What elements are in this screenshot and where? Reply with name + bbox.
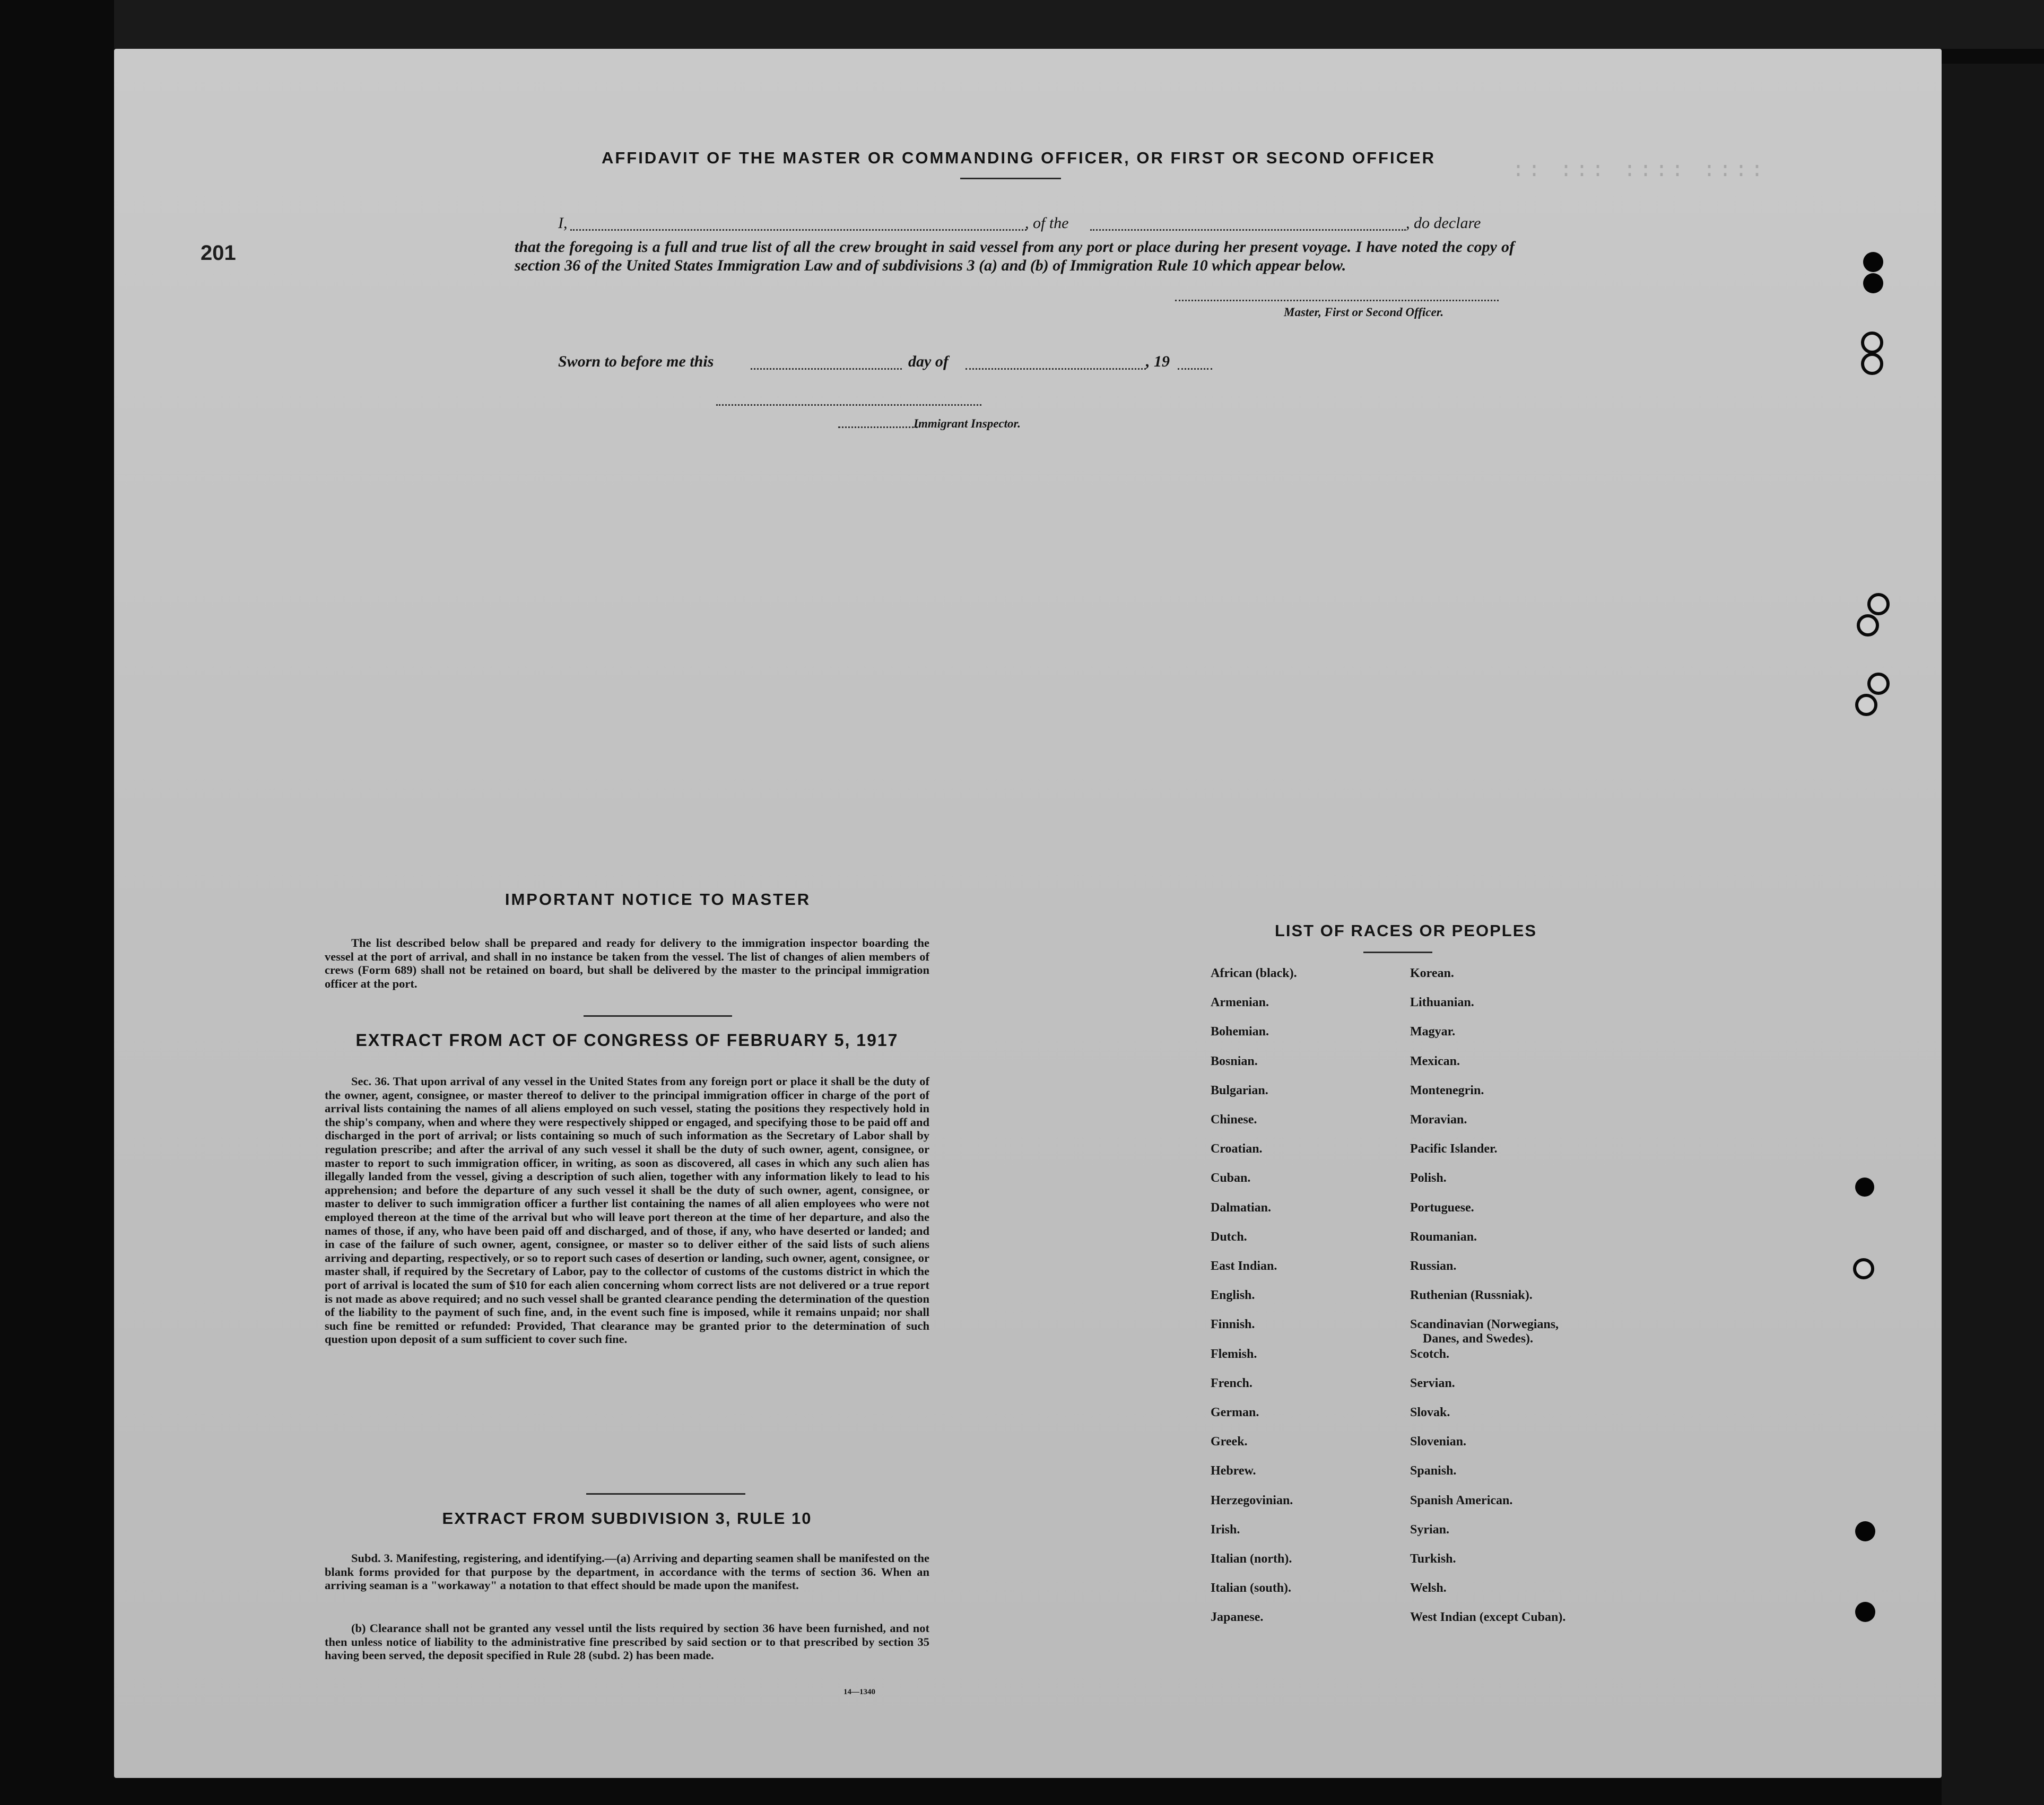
binding-hole xyxy=(1857,614,1879,636)
sworn-day-field[interactable] xyxy=(751,368,902,370)
binding-hole xyxy=(1853,1258,1874,1279)
officer-signature-caption: Master, First or Second Officer. xyxy=(1284,306,1444,319)
race-item: Herzegovinian. xyxy=(1211,1493,1293,1507)
race-item: Finnish. xyxy=(1211,1318,1255,1332)
race-item: Greek. xyxy=(1211,1435,1248,1449)
binding-hole xyxy=(1855,1178,1874,1197)
race-item: Bosnian. xyxy=(1211,1054,1258,1068)
race-item: Korean. xyxy=(1410,966,1454,980)
sworn-prefix: Sworn to before me this xyxy=(558,353,714,370)
race-item: Welsh. xyxy=(1410,1581,1447,1595)
binding-hole xyxy=(1867,593,1890,615)
race-item: Montenegrin. xyxy=(1410,1083,1484,1097)
affidavit-title-underline xyxy=(960,178,1061,179)
race-item: Croatian. xyxy=(1211,1142,1263,1156)
race-item: Spanish. xyxy=(1410,1464,1457,1478)
race-item: Scotch. xyxy=(1410,1347,1449,1361)
race-item: African (black). xyxy=(1211,966,1297,980)
race-item: Italian (north). xyxy=(1211,1552,1292,1566)
race-item: Russian. xyxy=(1410,1259,1457,1273)
affidavit-of-the-label: , of the xyxy=(1025,214,1069,232)
binding-hole xyxy=(1855,1602,1875,1622)
race-item: East Indian. xyxy=(1211,1259,1277,1273)
race-item: Japanese. xyxy=(1211,1610,1264,1625)
sworn-year-field[interactable] xyxy=(1178,368,1212,370)
race-item: Bulgarian. xyxy=(1211,1083,1268,1097)
binding-hole xyxy=(1855,1521,1875,1541)
race-item: Portuguese. xyxy=(1410,1200,1474,1215)
rule-body-b: (b) Clearance shall not be granted any vessel until the lists required by section 36 have been furnished, and not then unless notice of liability to the administrative fine prescribed by said section or to that prescribed by section 35 having been served, the deposit specified in Rule 28 (subd. 2) has been made. xyxy=(325,1621,929,1662)
scan-right-border xyxy=(1942,64,2044,1805)
binding-hole xyxy=(1855,694,1877,716)
race-item: Slovenian. xyxy=(1410,1435,1467,1449)
act-body: Sec. 36. That upon arrival of any vessel in the United States from any foreign port or place it shall be the duty of the owner, agent, consignee, or master thereof to deliver to the principal immigration officer in charge of the port of arrival lists containing the names of all aliens employed on such vessel, stating the positions they respectively hold in the ship's company, when and where they were respectively shipped or engaged, and specifying those to be paid off and discharged in the port of arrival; or lists containing so much of such information as the Secretary of Labor shall by regulation prescribe; and after the arrival of any such vessel it shall be the duty of such owner, agent, consignee, or master to report to such immigration officer, in writing, as soon as discovered, all cases in which any such alien has illegally landed from the vessel, giving a description of such alien, together with any information likely to lead to his apprehension; and before the departure of any such vessel it shall be the duty of such owner, agent, consignee, or master to deliver to such immigration officer a further list containing the names of all alien employees who were not employed thereon at the time of the arrival but who will leave port thereon at the time of her departure, and also the names of those, if any, who have been paid off and discharged, and of those, if any, who have deserted or landed; and in case of the failure of such owner, agent, consignee, or master so to deliver either of the said lists of such aliens arriving and departing, respectively, or so to report such cases of desertion or landing, such owner, agent, consignee, or master shall, if required by the Secretary of Labor, pay to the collector of customs of the customs district in which the port of arrival is located the sum of $10 for each alien concerning whom correct lists are not delivered or a true report is not made as above required; and no such vessel shall be granted clearance pending the determination of the question of the liability to the payment of such fine, and, in the event such fine is imposed, while it remains unpaid; nor shall such fine be remitted or refunded: Provided, That clearance may be granted prior to the determination of such question upon deposit of a sum sufficient to cover such fine. xyxy=(325,1075,929,1346)
rule-body-a: Subd. 3. Manifesting, registering, and identifying.—(a) Arriving and departing seamen shall be manifested on the blank forms provided for that purpose by the department, in accordance with the terms of section 36. When an arriving seaman is a "workaway" a notation to that effect should be made upon the manifest. xyxy=(325,1551,929,1592)
affidavit-declare-label: , do declare xyxy=(1406,214,1481,232)
affidavit-title: AFFIDAVIT OF THE MASTER OR COMMANDING OFFICER, OR FIRST OR SECOND OFFICER xyxy=(601,149,1436,167)
race-item: Slovak. xyxy=(1410,1406,1450,1419)
affidavit-i-label: I, xyxy=(558,214,568,232)
binding-hole xyxy=(1863,252,1883,272)
affidavit-body: that the foregoing is a full and true list of all the crew brought in said vessel from any port or place during her present voyage. I have noted the copy of section 36 of the United States Immigration Law and of subdivisions 3 (a) and (b) of Immigration Rule 10 which appear below. xyxy=(515,238,1515,274)
race-item: Turkish. xyxy=(1410,1552,1456,1566)
race-item: Flemish. xyxy=(1211,1347,1257,1361)
inspector-signature-field[interactable] xyxy=(716,404,981,406)
race-item: Dalmatian. xyxy=(1211,1200,1271,1215)
race-item: Roumanian. xyxy=(1410,1230,1477,1244)
scan-top-border xyxy=(114,0,2044,49)
master-name-field[interactable] xyxy=(570,229,1027,231)
race-item: Italian (south). xyxy=(1211,1581,1292,1595)
notice-body: The list described below shall be prepared and ready for delivery to the immigration inspector boarding the vessel at the port of arrival, and shall in no instance be taken from the vessel. The list of changes of alien members of crews (Form 689) shall not be retained on board, but shall be delivered by the master to the principal immigration officer at the port. xyxy=(325,936,929,990)
race-item: Polish. xyxy=(1410,1171,1447,1185)
race-item: West Indian (except Cuban). xyxy=(1410,1610,1566,1625)
race-item: Ruthenian (Russniak). xyxy=(1410,1288,1533,1303)
race-item: Lithuanian. xyxy=(1410,996,1474,1010)
race-item: Spanish American. xyxy=(1410,1493,1513,1507)
race-item: Chinese. xyxy=(1211,1113,1257,1127)
sworn-month-field[interactable] xyxy=(966,368,1146,370)
form-number: 14—1340 xyxy=(843,1688,875,1696)
bleed-through-text: :: ::: :::: :::: xyxy=(1512,159,1767,183)
binding-hole xyxy=(1861,332,1883,354)
binding-hole xyxy=(1861,353,1883,375)
inspector-signature-field-2[interactable] xyxy=(838,426,918,428)
races-title: LIST OF RACES OR PEOPLES xyxy=(1274,921,1537,940)
sworn-day-of-label: day of xyxy=(908,353,949,370)
race-item: German. xyxy=(1211,1406,1259,1419)
race-item: Scandinavian (Norwegians, Danes, and Swedes). xyxy=(1410,1318,1559,1346)
notice-title: IMPORTANT NOTICE TO MASTER xyxy=(505,890,811,909)
binding-hole xyxy=(1863,273,1883,293)
race-item: Servian. xyxy=(1410,1376,1455,1390)
act-title: EXTRACT FROM ACT OF CONGRESS OF FEBRUARY 5, 1917 xyxy=(355,1031,899,1050)
binding-hole xyxy=(1867,673,1890,695)
vessel-name-field[interactable] xyxy=(1090,229,1406,231)
race-item: English. xyxy=(1211,1288,1255,1303)
margin-mark: 201 xyxy=(201,241,236,265)
race-item: Hebrew. xyxy=(1211,1464,1256,1478)
notice-divider xyxy=(584,1015,732,1017)
race-item: French. xyxy=(1211,1376,1253,1390)
race-item: Cuban. xyxy=(1211,1171,1251,1185)
race-item: Magyar. xyxy=(1410,1025,1456,1039)
act-divider xyxy=(586,1493,745,1495)
race-item: Dutch. xyxy=(1211,1230,1247,1244)
race-item: Pacific Islander. xyxy=(1410,1142,1498,1156)
sworn-year-label: , 19 xyxy=(1146,353,1170,370)
inspector-caption: Immigrant Inspector. xyxy=(914,417,1021,430)
race-item: Syrian. xyxy=(1410,1522,1450,1537)
officer-signature-field[interactable] xyxy=(1175,300,1499,301)
races-divider xyxy=(1363,952,1432,953)
race-item: Moravian. xyxy=(1410,1113,1467,1127)
race-item: Mexican. xyxy=(1410,1054,1460,1068)
race-item: Armenian. xyxy=(1211,996,1269,1010)
rule-title: EXTRACT FROM SUBDIVISION 3, RULE 10 xyxy=(442,1509,812,1528)
race-item: Irish. xyxy=(1211,1522,1240,1537)
race-item: Bohemian. xyxy=(1211,1025,1269,1039)
